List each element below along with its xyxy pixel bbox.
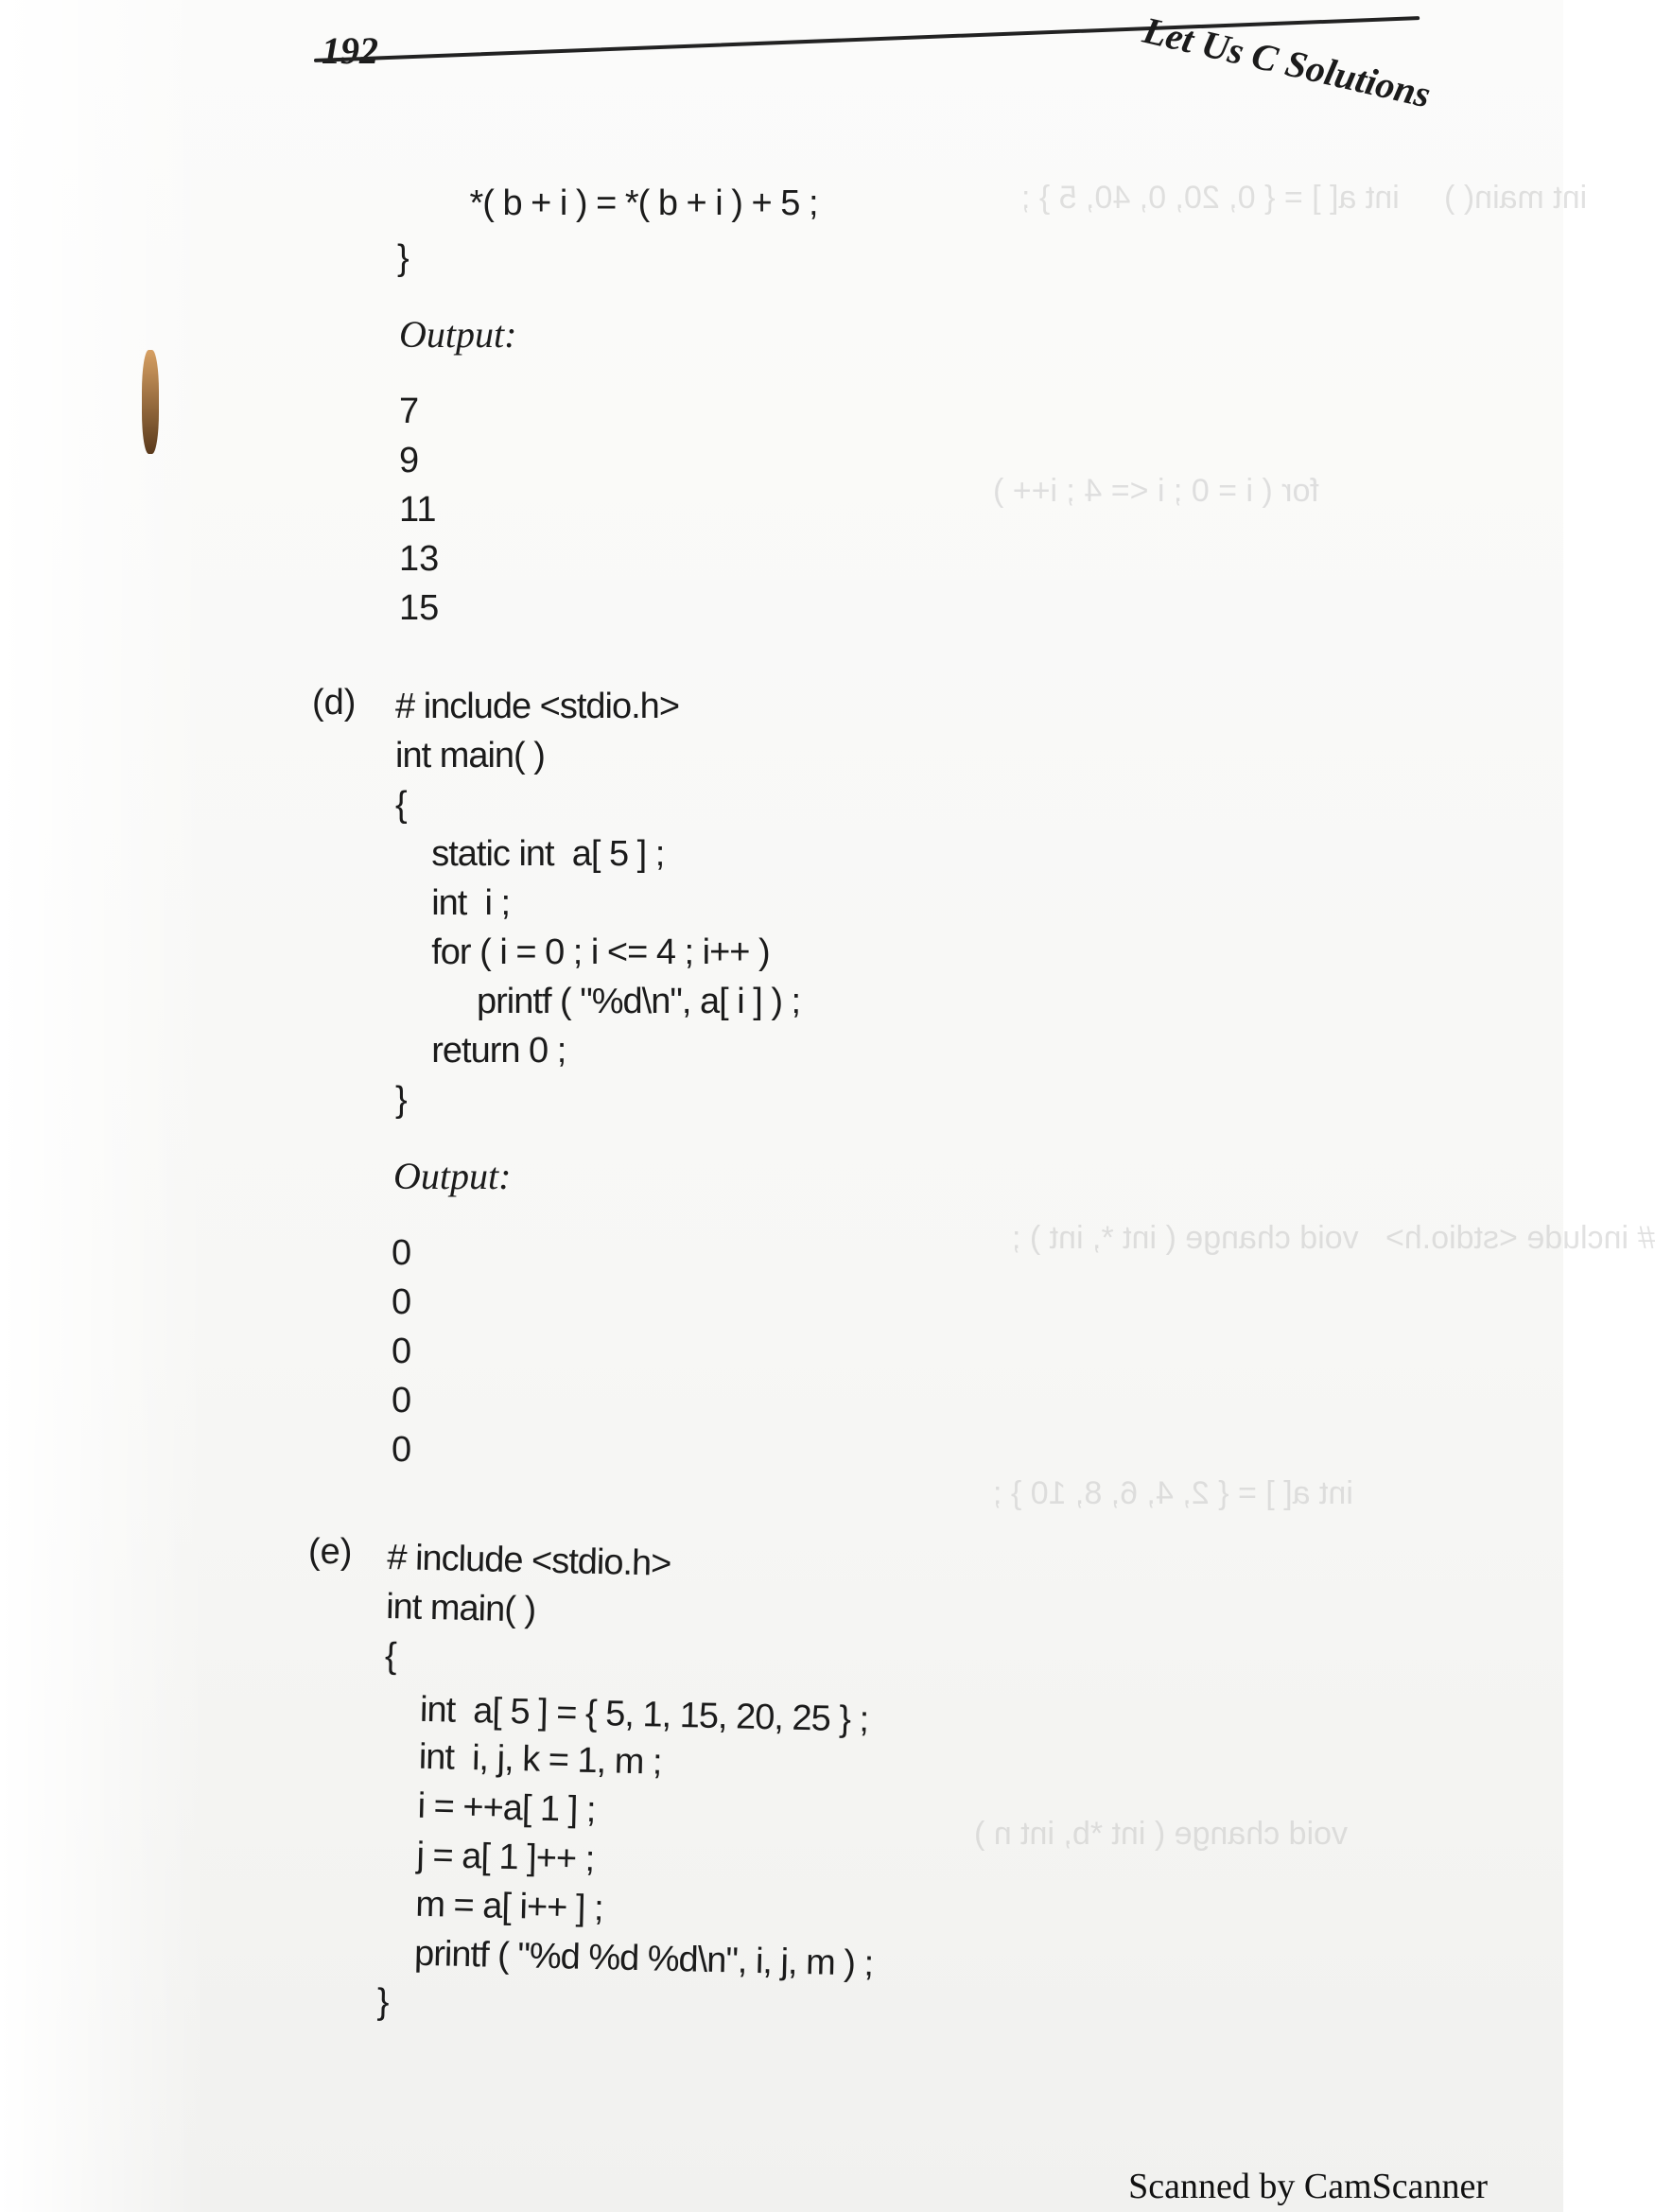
output-value: 7 xyxy=(399,392,420,431)
page-number: 192 xyxy=(322,29,378,72)
show-through-text: int a[ ] = { 2, 4, 6, 8, 10 } ; xyxy=(993,1475,1353,1511)
output-label: Output: xyxy=(393,1155,512,1197)
code-line: j = a[ 1 ]++ ; xyxy=(379,1834,595,1880)
exercise-marker-e: (e) xyxy=(308,1532,353,1572)
output-value: 0 xyxy=(392,1332,412,1371)
code-line: i = ++a[ 1 ] ; xyxy=(381,1785,596,1831)
output-value: 0 xyxy=(392,1430,412,1470)
scanner-watermark: Scanned by CamScanner xyxy=(1128,2167,1488,2206)
page-smudge xyxy=(142,350,159,454)
output-value: 15 xyxy=(399,588,440,628)
code-line: m = a[ i++ ] ; xyxy=(378,1883,604,1929)
running-head: Let Us C Solutions xyxy=(1139,8,1435,116)
code-line: printf ( "%d %d %d\n", i, j, m ) ; xyxy=(377,1932,874,1984)
show-through-text: int main( ) int a[ ] = { 0, 20, 0, 40, 5 } ; xyxy=(1021,180,1588,216)
output-value: 13 xyxy=(399,539,440,579)
code-line: for ( i = 0 ; i <= 4 ; i++ ) xyxy=(395,932,770,972)
output-value: 0 xyxy=(392,1381,412,1420)
output-value: 9 xyxy=(399,441,420,480)
exercise-marker-d: (d) xyxy=(312,683,357,723)
code-line: *( b + i ) = *( b + i ) + 5 ; xyxy=(397,183,818,223)
code-line: { xyxy=(395,785,407,825)
code-line: return 0 ; xyxy=(395,1031,566,1071)
code-line: } xyxy=(376,1981,389,2023)
output-value: 0 xyxy=(392,1233,412,1273)
output-value: 11 xyxy=(399,490,437,530)
code-line: int main( ) xyxy=(395,736,545,775)
code-line: } xyxy=(395,1080,407,1120)
show-through-text: void change ( int *b, int n ) xyxy=(974,1816,1349,1852)
output-label: Output: xyxy=(399,313,517,356)
code-line: # include <stdio.h> xyxy=(395,687,680,726)
code-line: int main( ) xyxy=(385,1586,536,1630)
output-value: 0 xyxy=(392,1282,412,1322)
code-line: # include <stdio.h> xyxy=(386,1537,671,1584)
code-block-e xyxy=(376,1534,1239,2045)
code-line: printf ( "%d\n", a[ i ] ) ; xyxy=(395,982,801,1021)
code-line: { xyxy=(384,1635,397,1677)
code-line: static int a[ 5 ] ; xyxy=(395,834,665,874)
page-edge-shading xyxy=(0,0,208,2212)
code-line: int i ; xyxy=(395,883,511,923)
code-line: } xyxy=(397,238,409,278)
show-through-text: # include <stdio.h> void change ( int *, int ) ; xyxy=(1012,1220,1655,1256)
show-through-text: for ( i = 0 ; i <= 4 ; i++ ) xyxy=(993,473,1319,509)
code-line: int i, j, k = 1, m ; xyxy=(382,1735,662,1783)
code-line: int a[ 5 ] = { 5, 1, 15, 20, 25 } ; xyxy=(383,1688,869,1740)
